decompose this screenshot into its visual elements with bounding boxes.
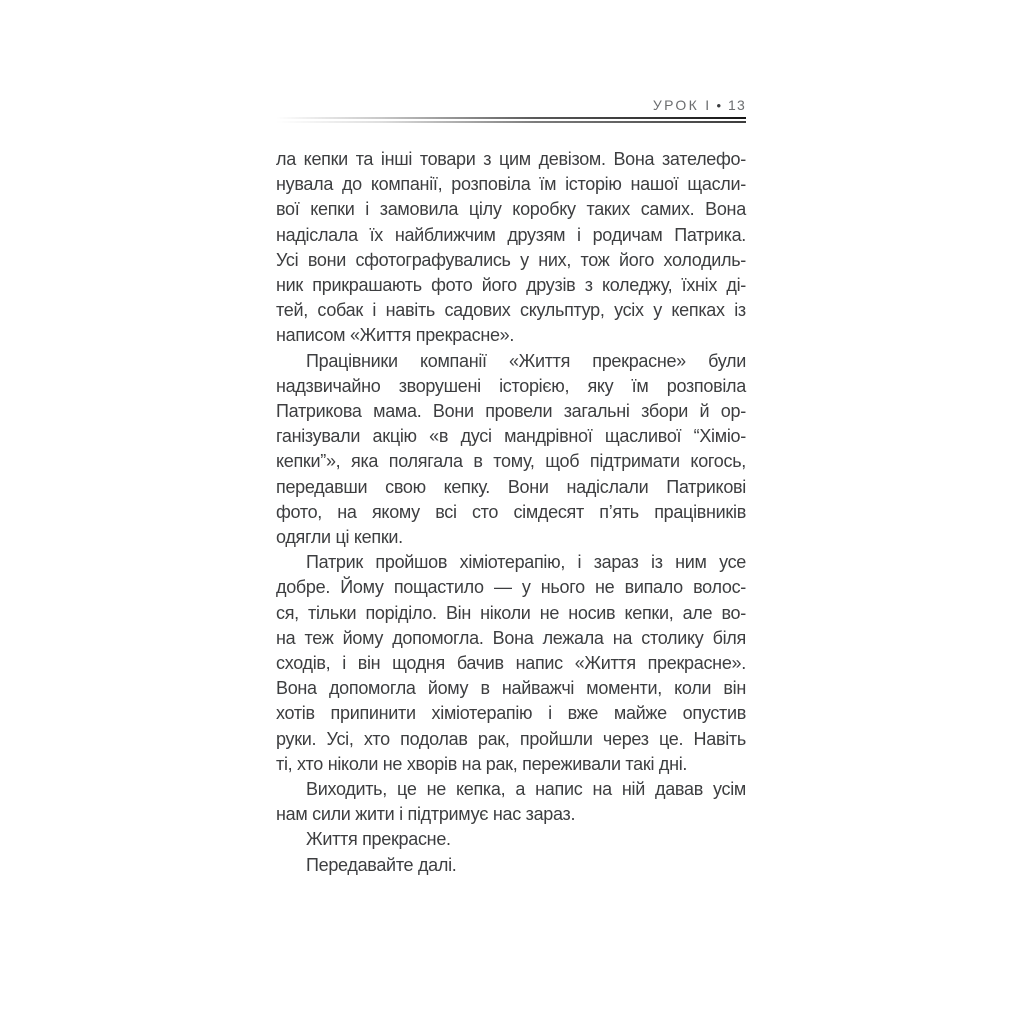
text-line: ся, тільки поріділо. Він ніколи не носив кепки, але во-: [276, 602, 746, 623]
text-line: сходів, і він щодня бачив напис «Життя прекрасне».: [276, 653, 746, 674]
text-line: Життя прекрасне.: [306, 829, 451, 850]
text-line: надзвичайно зворушені історією, яку їм розповіла: [276, 375, 746, 396]
text-line: Усі вони сфотографувались у них, тож його холодиль-: [276, 249, 746, 270]
text-line: Вона допомогла йому в найважчі моменти, коли він: [276, 678, 746, 699]
text-line: Патрик пройшов хіміотерапію, і зараз із ним усе: [306, 552, 746, 573]
text-line: вої кепки і замовила цілу коробку таких самих. Вона: [276, 199, 746, 220]
text-line: нам сили жити і підтримує нас зараз.: [276, 804, 576, 825]
header-rule-bottom-line: [276, 121, 746, 123]
text-line: добре. Йому пощастило — у нього не випало волос-: [276, 577, 746, 598]
text-line: одягли ці кепки.: [276, 527, 403, 548]
text-line: написом «Життя прекрасне».: [276, 325, 515, 346]
text-line: ник прикрашають фото його друзів з коледжу, їхніх ді-: [276, 275, 746, 296]
bullet-separator-icon: •: [716, 97, 722, 113]
lesson-label: УРОК І: [652, 97, 712, 113]
text-line: ті, хто ніколи не хворів на рак, переживали такі дні.: [276, 753, 688, 774]
text-line: передавши свою кепку. Вони надіслали Патрикові: [276, 476, 746, 497]
page-number: 13: [728, 97, 746, 113]
text-column: [276, 98, 746, 878]
text-line: ганізували акцію «в дусі мандрівної щасливої “Хіміо-: [276, 426, 746, 447]
text-line: ла кепки та інші товари з цим девізом. Вона зателефо-: [276, 149, 746, 169]
text-line: на теж йому допомогла. Вона лежала на столику біля: [276, 627, 746, 648]
text-line: Працівники компанії «Життя прекрасне» були: [306, 350, 746, 371]
text-line: фото, на якому всі сто сімдесят п’ять працівників: [276, 501, 746, 522]
text-line: Передавайте далі.: [306, 854, 457, 875]
text-line: Патрикова мама. Вони провели загальні збори й ор-: [276, 401, 746, 422]
text-line: кепки”», яка полягала в тому, щоб підтримати когось,: [276, 451, 746, 472]
text-line: нувала до компанії, розповіла їм історію нашої щасли-: [276, 174, 746, 195]
text-line: руки. Усі, хто подолав рак, пройшли через це. Навіть: [276, 728, 746, 749]
text-line: хотів припинити хіміотерапію і вже майже опустив: [276, 703, 746, 724]
header-rule: [276, 117, 746, 123]
running-head: [276, 98, 746, 117]
text-line: тей, собак і навіть садових скульптур, усіх у кепках із: [276, 300, 746, 321]
text-line: Виходить, це не кепка, а напис на ній давав усім: [306, 779, 746, 800]
text-line: надіслала їх найближчим друзям і родичам Патрика.: [276, 224, 746, 245]
page-body: [276, 147, 746, 878]
